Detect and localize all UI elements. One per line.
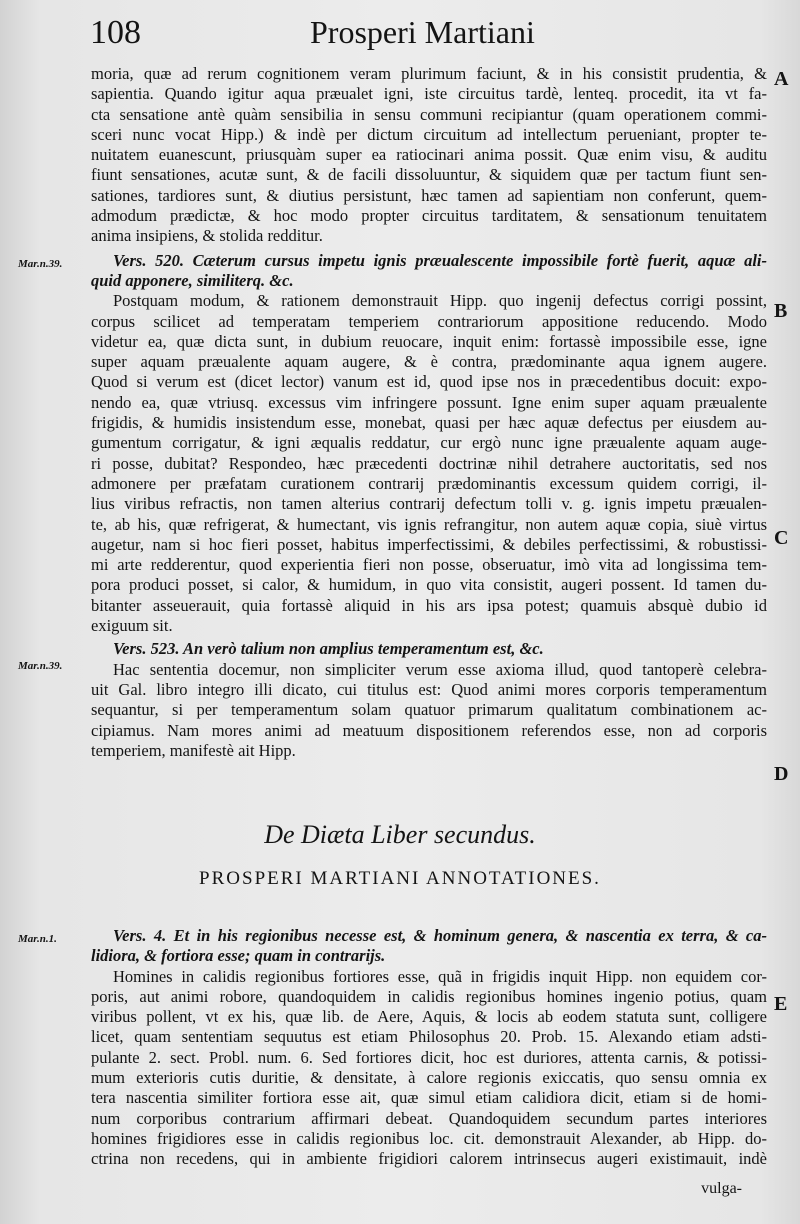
margin-reference: Mar.n.39. xyxy=(18,258,63,270)
verse-line: lidiora, & fortiora esse; quam in contrarijs. xyxy=(91,946,386,966)
text-line: te, ab his, quæ refrigerat, & humectant, vis ignis refrangitur, non autem aquæ copia, siuè virtus xyxy=(91,514,767,534)
annotations-heading: PROSPERI MARTIANI ANNOTATIONES. xyxy=(199,868,601,889)
catchword: vulga- xyxy=(701,1180,742,1197)
text-line: ri posse, dubitat? Respondeo, hæc præcedenti doctrinæ nihil detrahere auctoritatis, sed nos xyxy=(91,453,767,473)
text-line: pora produci posset, si calor, & humidum, in quo vita consistit, augeri possent. Id tamen du- xyxy=(91,575,767,595)
text-line: ctrina non recedens, qui in ambiente frigidiori calorem intrinsecus augeri existimauit, indè xyxy=(91,1149,767,1169)
verse-note xyxy=(91,926,767,967)
text-line: cta sensatione antè quàm sensibilia in sensu communi recipiantur (quam operationem commi- xyxy=(91,104,767,124)
text-line: super aquam præualente aquam augere, & è contra, prædominante aqua ignem augere. xyxy=(91,352,767,372)
text-line: lius viribus refractis, non tamen alterius contrarij defectum tolli v. g. ignis impetu præualen- xyxy=(91,494,767,514)
text-line: mi arte redderentur, quod experientia fieri non posse, obseruatur, imò vita ad longissima tem- xyxy=(91,555,767,575)
text-line: fiunt sensationes, acutæ sunt, & de facili dissoluuntur, & siquidem quæ per tactum fiunt sen- xyxy=(91,165,767,185)
text-line: bitanter asseuerauit, quia fortassè aliquid in his ars ipsa potest; quamuis absquè dubio id xyxy=(91,595,767,615)
text-line: temperiem, manifestè ait Hipp. xyxy=(91,740,296,760)
side-letter: E xyxy=(774,993,788,1015)
text-line: exiguum sit. xyxy=(91,616,173,636)
text-line: admodum prædictæ, & hoc modo propter circuitus tarditatem, & sensationum tenuitatem xyxy=(91,206,767,226)
text-line: Quod si verum est (dicet lector) vanum est id, quod ipse nos in præcedentibus docuit: expo- xyxy=(91,372,767,392)
margin-reference: Mar.n.39. xyxy=(18,660,63,672)
text-line: poris, aut animi robore, quandoquidem in calidis regionibus homines ingenio potius, quam xyxy=(91,986,767,1006)
text-line: Homines in calidis regionibus fortiores esse, quã in frigidis inquit Hipp. non equidem cor- xyxy=(113,966,767,986)
text-body-lower xyxy=(91,926,767,1170)
paragraph xyxy=(91,660,767,761)
page-number: 108 xyxy=(90,14,141,51)
paragraph xyxy=(91,64,767,247)
text-line: Hac sententia docemur, non simpliciter verum esse axioma illud, quod tantoperè celebra- xyxy=(113,659,767,679)
text-body xyxy=(91,64,767,761)
verse-line: Vers. 520. Cæterum cursus impetu ignis præualescente impossibile fortè fuerit, aquæ ali- xyxy=(113,250,767,270)
verse-line: quid apponere, similiterq. &c. xyxy=(91,270,294,290)
verse-line: Vers. 4. Et in his regionibus necesse est, & hominum genera, & nascentia ex terra, & ca- xyxy=(113,926,767,945)
text-line: cipiamus. Nam mores animi ad meatuum dispositionem referendos esse, non ad corporis xyxy=(91,720,767,740)
text-line: mum exterioris cutis duritie, & densitate, à calore regionis exiccatis, quo sensu omnia ex xyxy=(91,1068,767,1088)
text-line: corpus scilicet ad temperatam temperiem contrariorum appositione reducendo. Modo xyxy=(91,311,767,331)
text-line: sceri nunc vocat Hipp.) & indè per dictum circuitum ad intellectum perueniant, propter te- xyxy=(91,124,767,144)
text-line: sequantur, si per temperamentum solam quatuor primarum qualitatum combinationem ac- xyxy=(91,700,767,720)
text-line: tera nascentia similiter fortiora esse ait, quæ simul etiam calidiora dicit, etiam si de homi- xyxy=(91,1088,767,1108)
margin-reference: Mar.n.1. xyxy=(18,933,57,945)
text-line: anima insipiens, & stolida redditur. xyxy=(91,226,323,246)
verse-note xyxy=(91,639,767,659)
text-line: videtur ea, quæ dicta sunt, in dubium reuocare, inquit enim: fortassè impossibile esse, igne xyxy=(91,331,767,351)
text-line: pulante 2. sect. Probl. num. 6. Sed fortiores dicit, hoc est duriores, attenta carnis, & potissi- xyxy=(91,1047,767,1067)
text-line: uit Gal. libro integro illi dicato, cui titulus est: Quod animi mores corporis temperamentum xyxy=(91,679,767,699)
text-line: gumentum corrigatur, & igni æqualis reddatur, cur ergò nunc igne præualente aquam auge- xyxy=(91,433,767,453)
text-line: licet, quam sententiam sequutus est etiam Philosophus 20. Prob. 15. Alexando etiam adsti- xyxy=(91,1027,767,1047)
text-line: nendo ea, quæ vtriusq. excessus vim infringere possunt. Igne enim super aquam præualente xyxy=(91,392,767,412)
page-header xyxy=(90,10,690,60)
section-title: De Diæta Liber secundus. xyxy=(264,820,536,849)
side-letter: A xyxy=(774,68,789,90)
text-line: viribus pollent, vt ex his, quæ lib. de Aere, Aquis, & locis ab eodem statuta sunt, colligere xyxy=(91,1007,767,1027)
paragraph xyxy=(91,291,767,636)
side-letter: C xyxy=(774,527,789,549)
text-line: frigidis, & humidis insistendum esse, monebat, quasi per hæc aquæ defectus per eiusdem au- xyxy=(91,413,767,433)
text-line: augetur, nam si hoc fieri posset, habitus imperfectissimi, & debiles perfectissimi, & robustissi- xyxy=(91,534,767,554)
text-line: homines frigidiores esse in calidis regionibus loc. cit. demonstrauit Alexander, ab Hipp. do- xyxy=(91,1128,767,1148)
verse-note xyxy=(91,251,767,292)
running-title: Prosperi Martiani xyxy=(310,14,535,50)
text-line: nuitatem euanescunt, priusquàm super ea ratiocinari anima possit. Quæ enim visu, & auditu xyxy=(91,145,767,165)
text-line: num corporibus contrarium affirmari debeat. Quandoquidem secundum partes interiores xyxy=(91,1108,767,1128)
text-line: sapientia. Quando igitur aqua præualet igni, iste circuitus tardè, lenteq. procedit, ita vt fa- xyxy=(91,84,767,104)
text-line: moria, quæ ad rerum cognitionem veram plurimum faciunt, & in his consistit prudentia, & xyxy=(91,64,767,83)
text-line: Postquam modum, & rationem demonstrauit Hipp. quo ingenij defectus corrigi possint, xyxy=(113,291,767,311)
paragraph xyxy=(91,967,767,1170)
text-line: sationes, tardiores sunt, & diutius persistunt, hæc tamen ad sapientiam non conferunt, quem- xyxy=(91,185,767,205)
side-letter: D xyxy=(774,763,789,785)
verse-line: Vers. 523. An verò talium non amplius temperamentum est, &c. xyxy=(113,639,544,659)
text-line: admonere per præfatam curationem contrarij prædominantis excessum quidem corrigi, il- xyxy=(91,473,767,493)
side-letter: B xyxy=(774,300,788,322)
